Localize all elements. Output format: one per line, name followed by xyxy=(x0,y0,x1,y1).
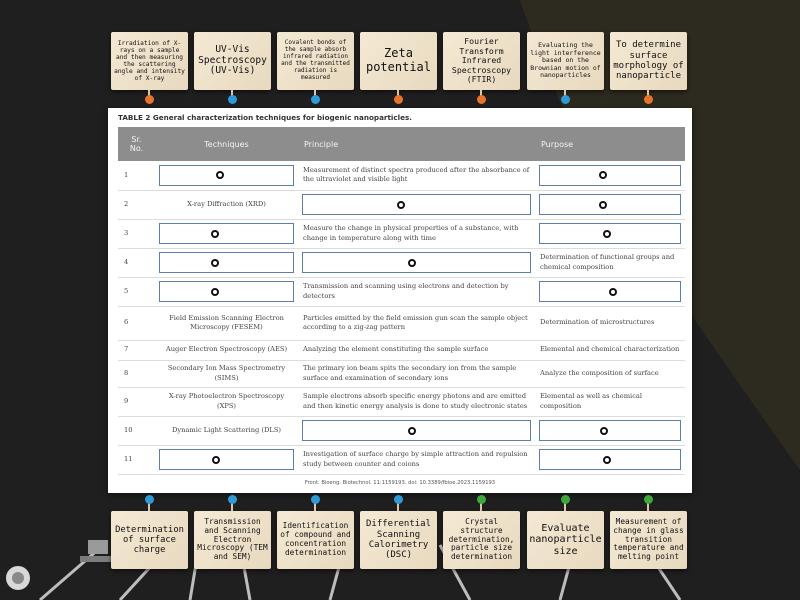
cell-principle: Measure the change in physical properties of a substance, with change in temperature along with time xyxy=(298,219,535,248)
cell-principle xyxy=(298,416,535,445)
cell-technique: X-ray Photoelectron Spectroscopy (XPS) xyxy=(155,387,298,416)
cell-purpose: Elemental and chemical characterization xyxy=(535,340,685,360)
drop-zone-technique[interactable] xyxy=(159,223,294,244)
cell-purpose xyxy=(535,219,685,248)
cell-principle: Investigation of surface charge by simple attraction and repulsion study between counter and coions xyxy=(298,445,535,474)
draggable-label-top-2[interactable] xyxy=(194,32,271,90)
cell-purpose xyxy=(535,277,685,306)
label-pin-icon xyxy=(311,495,320,504)
characterization-table-card xyxy=(108,108,692,493)
draggable-label-bottom-6[interactable] xyxy=(527,511,604,569)
cell-purpose: Determination of functional groups and chemical composition xyxy=(535,248,685,277)
draggable-label-bottom-7[interactable] xyxy=(610,511,687,569)
cell-principle: Transmission and scanning using electrons and detection by detectors xyxy=(298,277,535,306)
draggable-label-bottom-2[interactable] xyxy=(194,511,271,569)
label-text: To determine surface morphology of nanoparticle xyxy=(613,40,684,82)
label-pin-icon xyxy=(311,95,320,104)
drop-target-marker-icon xyxy=(603,230,611,238)
table-row xyxy=(118,277,685,306)
header-purpose: Purpose xyxy=(535,127,685,161)
drop-target-marker-icon xyxy=(211,259,219,267)
cell-sr-no: 9 xyxy=(118,387,155,416)
table-row xyxy=(118,306,685,340)
label-text: Measurement of change in glass transition temperature and melting point xyxy=(613,516,684,562)
drop-zone-purpose[interactable] xyxy=(539,165,681,186)
drop-target-marker-icon xyxy=(212,456,220,464)
draggable-label-bottom-3[interactable] xyxy=(277,511,354,569)
draggable-label-top-6[interactable] xyxy=(527,32,604,90)
cell-principle: The primary ion beam spits the secondary ion from the sample surface and examination of secondary ions xyxy=(298,360,535,387)
label-text: UV-Vis Spectroscopy (UV-Vis) xyxy=(198,43,267,77)
draggable-label-top-7[interactable] xyxy=(610,32,687,90)
cell-purpose: Analyze the composition of surface xyxy=(535,360,685,387)
label-pin-icon xyxy=(228,95,237,104)
cell-purpose: Determination of microstructures xyxy=(535,306,685,340)
drop-target-marker-icon xyxy=(599,171,607,179)
label-text: Evaluate nanoparticle size xyxy=(529,522,602,557)
drop-target-marker-icon xyxy=(603,456,611,464)
label-pin-icon xyxy=(561,95,570,104)
drop-zone-principle[interactable] xyxy=(302,420,531,441)
label-text: Identification of compound and concentration determination xyxy=(280,521,351,557)
label-pin-icon xyxy=(145,95,154,104)
draggable-label-top-3[interactable] xyxy=(277,32,354,90)
drop-target-marker-icon xyxy=(408,427,416,435)
cell-principle: Sample electrons absorb specific energy photons and are emitted and then kinetic energy analysis is done to study electronic states xyxy=(298,387,535,416)
label-text: Determination of surface charge xyxy=(115,524,184,556)
label-connector xyxy=(480,503,482,511)
table-row xyxy=(118,340,685,360)
label-text: Fourier Transform Infrared Spectroscopy (FTIR) xyxy=(451,36,512,85)
label-pin-icon xyxy=(394,95,403,104)
label-connector xyxy=(647,503,649,511)
header-sr-no: Sr. No. xyxy=(118,127,155,161)
label-connector xyxy=(564,503,566,511)
label-pin-icon xyxy=(228,495,237,504)
table-caption: TABLE 2 General characterization techniques for biogenic nanoparticles. xyxy=(118,113,412,122)
cell-technique: Field Emission Scanning Electron Microscopy (FESEM) xyxy=(155,306,298,340)
cell-purpose xyxy=(535,416,685,445)
cell-sr-no: 1 xyxy=(118,161,155,190)
table-header-row xyxy=(118,127,685,161)
header-principle: Principle xyxy=(298,127,535,161)
cell-technique: X-ray Diffraction (XRD) xyxy=(155,190,298,219)
label-pin-icon xyxy=(394,495,403,504)
label-text: Differential Scanning Calorimetry (DSC) xyxy=(365,519,432,561)
cell-principle xyxy=(298,190,535,219)
table-row xyxy=(118,190,685,219)
table-row xyxy=(118,387,685,416)
table-row xyxy=(118,161,685,190)
drop-target-marker-icon xyxy=(211,230,219,238)
label-connector xyxy=(397,503,399,511)
drop-zone-technique[interactable] xyxy=(159,449,294,470)
label-text: Evaluating the light interference based on the Brownian motion of nanoparticles xyxy=(530,41,601,80)
cell-technique: Dynamic Light Scattering (DLS) xyxy=(155,416,298,445)
drop-target-marker-icon xyxy=(211,288,219,296)
drop-zone-purpose[interactable] xyxy=(539,223,681,244)
cell-technique xyxy=(155,219,298,248)
draggable-label-top-1[interactable] xyxy=(111,32,188,90)
draggable-label-top-5[interactable] xyxy=(443,32,520,90)
drop-zone-technique[interactable] xyxy=(159,281,294,302)
characterization-table xyxy=(118,127,685,475)
cell-purpose xyxy=(535,161,685,190)
table-citation: Front. Bioeng. Biotechnol. 11:1159193. doi: 10.3389/fbioe.2023.1159193 xyxy=(304,480,496,486)
drop-target-marker-icon xyxy=(600,427,608,435)
cell-sr-no: 2 xyxy=(118,190,155,219)
drop-zone-purpose[interactable] xyxy=(539,281,681,302)
cell-principle: Analyzing the element constituting the sample surface xyxy=(298,340,535,360)
table-row xyxy=(118,445,685,474)
cell-sr-no: 4 xyxy=(118,248,155,277)
cell-purpose: Elemental as well as chemical composition xyxy=(535,387,685,416)
cell-technique xyxy=(155,445,298,474)
drop-target-marker-icon xyxy=(397,201,405,209)
cell-technique: Secondary Ion Mass Spectrometry (SIMS) xyxy=(155,360,298,387)
label-connector xyxy=(231,503,233,511)
drop-zone-principle[interactable] xyxy=(302,194,531,215)
table-row xyxy=(118,248,685,277)
label-text: Crystal structure determination, particle size determination xyxy=(448,516,515,562)
drop-zone-purpose[interactable] xyxy=(539,194,681,215)
drop-zone-technique[interactable] xyxy=(159,252,294,273)
cell-technique xyxy=(155,161,298,190)
label-text: Covalent bonds of the sample absorb infrared radiation and the transmitted radiation is measured xyxy=(281,39,350,81)
drop-zone-technique[interactable] xyxy=(159,165,294,186)
cell-technique xyxy=(155,248,298,277)
cell-sr-no: 7 xyxy=(118,340,155,360)
label-text: Zeta potential xyxy=(365,46,432,74)
label-pin-icon xyxy=(644,495,653,504)
draggable-label-bottom-1[interactable] xyxy=(111,511,188,569)
cell-sr-no: 8 xyxy=(118,360,155,387)
table-row xyxy=(118,360,685,387)
cell-sr-no: 10 xyxy=(118,416,155,445)
label-pin-icon xyxy=(477,495,486,504)
cell-sr-no: 6 xyxy=(118,306,155,340)
cell-sr-no: 11 xyxy=(118,445,155,474)
table-row xyxy=(118,219,685,248)
label-text: Irradiation of X-rays on a sample and then measuring the scattering angle and intensity of X-ray xyxy=(114,39,185,83)
draggable-label-top-4[interactable] xyxy=(360,32,437,90)
drop-target-marker-icon xyxy=(609,288,617,296)
label-pin-icon xyxy=(145,495,154,504)
cell-technique xyxy=(155,277,298,306)
label-pin-icon xyxy=(644,95,653,104)
drop-zone-purpose[interactable] xyxy=(539,449,681,470)
label-pin-icon xyxy=(561,495,570,504)
drop-target-marker-icon xyxy=(408,259,416,267)
cell-technique: Auger Electron Spectroscopy (AES) xyxy=(155,340,298,360)
header-techniques: Techniques xyxy=(155,127,298,161)
label-text: Transmission and Scanning Electron Microscopy (TEM and SEM) xyxy=(197,516,268,562)
cell-purpose xyxy=(535,190,685,219)
label-connector xyxy=(314,503,316,511)
drop-zone-principle[interactable] xyxy=(302,252,531,273)
cell-principle: Particles emitted by the field emission gun scan the sample object according to a zig-zag pattern xyxy=(298,306,535,340)
drop-target-marker-icon xyxy=(216,171,224,179)
drop-target-marker-icon xyxy=(599,201,607,209)
cell-principle: Measurement of distinct spectra produced after the absorbance of the ultraviolet and visible light xyxy=(298,161,535,190)
cell-principle xyxy=(298,248,535,277)
cell-sr-no: 3 xyxy=(118,219,155,248)
table-row xyxy=(118,416,685,445)
label-pin-icon xyxy=(477,95,486,104)
cell-purpose xyxy=(535,445,685,474)
draggable-label-bottom-4[interactable] xyxy=(360,511,437,569)
cell-sr-no: 5 xyxy=(118,277,155,306)
draggable-label-bottom-5[interactable] xyxy=(443,511,520,569)
drop-zone-purpose[interactable] xyxy=(539,420,681,441)
label-connector xyxy=(148,503,150,511)
